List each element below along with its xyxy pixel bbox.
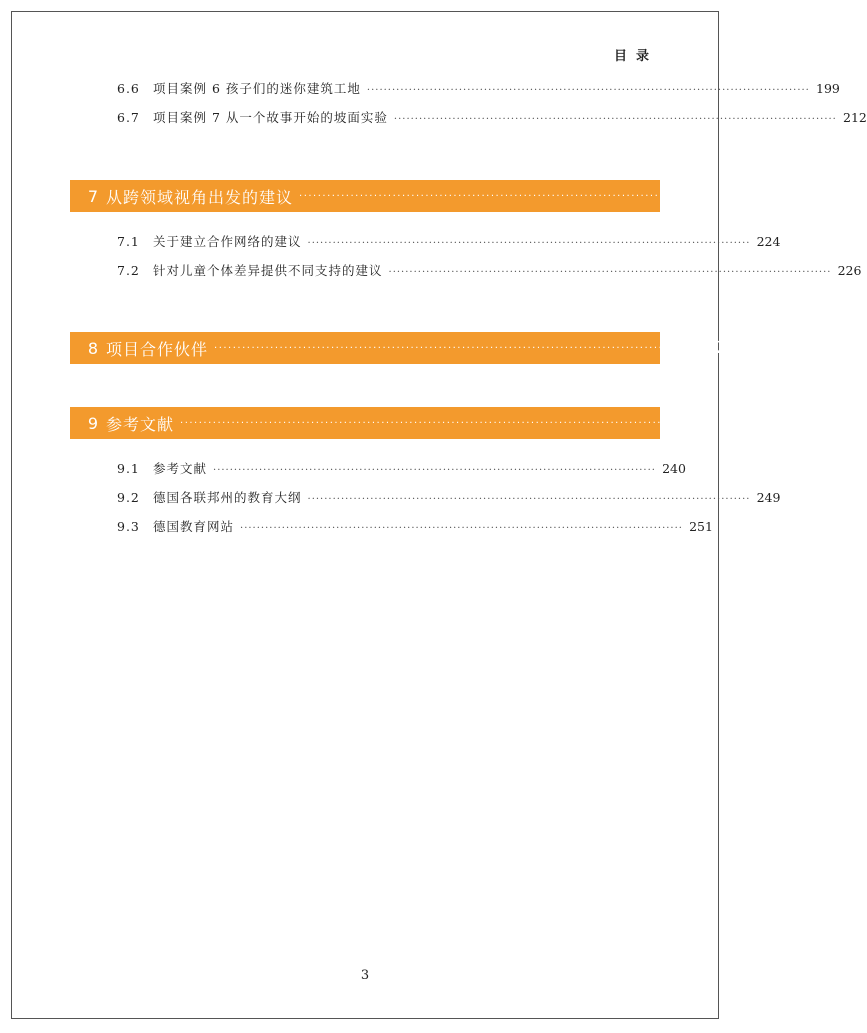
entry-page: 224 (756, 234, 781, 249)
chapter-heading-7[interactable] (70, 180, 834, 212)
entry-title: 针对儿童个体差异提供不同支持的建议 (153, 263, 383, 278)
entry-page: 240 (662, 461, 686, 476)
toc-entry-7-1[interactable] (117, 232, 781, 252)
toc-entry-9-3[interactable] (117, 517, 713, 537)
chapter-heading-8[interactable] (70, 332, 749, 364)
entry-number: 7.2 (117, 263, 140, 278)
toc-entry-7-2[interactable] (117, 261, 862, 281)
entry-title: 参考文献 (153, 461, 208, 476)
dot-leader: ·········································································································· (307, 494, 751, 505)
toc-entry-6-7[interactable] (117, 108, 867, 128)
entry-title: 关于建立合作网络的建议 (153, 234, 302, 249)
page-number: 3 (360, 968, 370, 983)
entry-number: 6.7 (117, 110, 140, 125)
chapter-title: 从跨领域视角出发的建议 (106, 187, 294, 207)
dot-leader: ·········································································································· (307, 238, 751, 249)
dot-leader: ·········································································································· (393, 114, 837, 125)
chapter-heading-9[interactable] (70, 407, 715, 439)
entry-number: 6.6 (117, 81, 140, 96)
running-header: 目录 (613, 49, 658, 64)
entry-page: 212 (843, 110, 867, 125)
dot-leader: ·········································································································· (213, 465, 656, 476)
chapter-page: 233 (715, 338, 749, 358)
entry-title: 项目案例 6 孩子们的迷你建筑工地 (153, 81, 361, 96)
toc-entry-6-6[interactable] (117, 79, 840, 99)
dot-leader: ·········································································································· (299, 190, 795, 202)
chapter-page: 239 (681, 413, 715, 433)
entry-number: 9.1 (117, 461, 140, 476)
toc-entry-9-1[interactable] (117, 459, 686, 479)
chapter-number: 7 (87, 186, 98, 206)
dot-leader: ·········································································································· (240, 523, 683, 534)
chapter-title: 参考文献 (106, 414, 175, 434)
page-border (11, 11, 719, 1019)
entry-number: 7.1 (117, 234, 140, 249)
entry-title: 项目案例 7 从一个故事开始的坡面实验 (153, 110, 388, 125)
entry-page: 199 (816, 81, 840, 96)
chapter-page: 223 (800, 186, 834, 206)
entry-title: 德国教育网站 (153, 519, 235, 534)
entry-page: 249 (756, 490, 781, 505)
entry-page: 251 (689, 519, 713, 534)
entry-title: 德国各联邦州的教育大纲 (153, 490, 302, 505)
toc-entry-9-2[interactable] (117, 488, 781, 508)
chapter-number: 8 (87, 338, 98, 358)
entry-page: 226 (837, 263, 862, 278)
chapter-number: 9 (87, 413, 98, 433)
entry-number: 9.3 (117, 519, 140, 534)
dot-leader: ·········································································································· (180, 417, 676, 429)
dot-leader: ·········································································································· (388, 267, 832, 278)
dot-leader: ·········································································································· (214, 342, 710, 354)
chapter-title: 项目合作伙伴 (106, 339, 209, 359)
entry-number: 9.2 (117, 490, 140, 505)
dot-leader: ·········································································································· (366, 85, 810, 96)
